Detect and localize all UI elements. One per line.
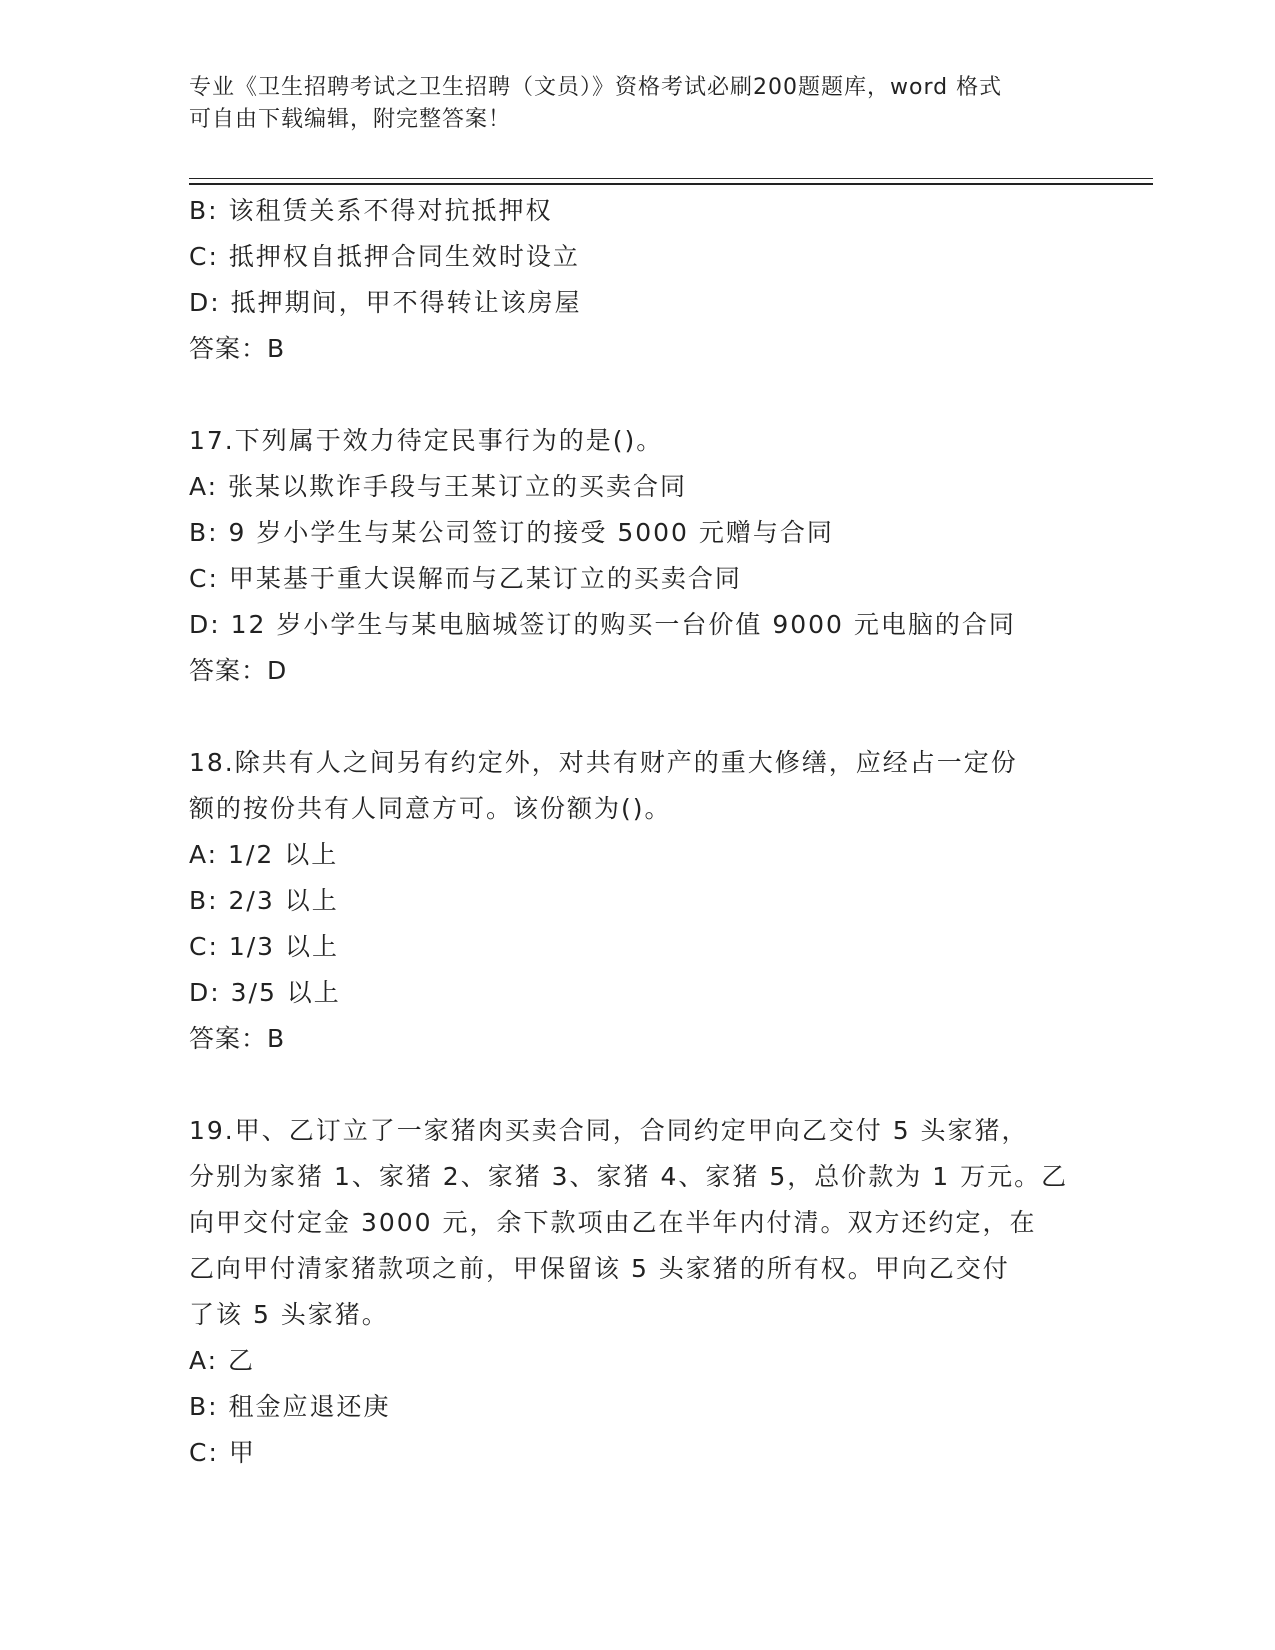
question-text-line-4: 乙向甲付清家猪款项之前，甲保留该 5 头家猪的所有权。甲向乙交付 — [189, 1254, 1010, 1283]
option-d: D: 抵押期间，甲不得转让该房屋 — [189, 288, 582, 317]
spacer — [189, 372, 1089, 418]
document-header — [189, 72, 1089, 136]
header-line-1: 专业《卫生招聘考试之卫生招聘（文员）》资格考试必刷200题题库，word 格式 — [189, 75, 1003, 100]
question-text-line-3: 向甲交付定金 3000 元，余下款项由乙在半年内付清。双方还约定，在 — [189, 1208, 1037, 1237]
option-a: A: 张某以欺诈手段与王某订立的买卖合同 — [189, 472, 688, 501]
option-b: B: 9 岁小学生与某公司签订的接受 5000 元赠与合同 — [189, 518, 834, 547]
question-text-line-2: 分别为家猪 1、家猪 2、家猪 3、家猪 4、家猪 5，总价款为 1 万元。乙 — [189, 1162, 1069, 1191]
option-c: C: 甲 — [189, 1438, 256, 1467]
question-text-line-2: 额的按份共有人同意方可。该份额为()。 — [189, 794, 672, 823]
option-b: B: 该租赁关系不得对抗抵押权 — [189, 196, 553, 225]
option-b: B: 2/3 以上 — [189, 886, 339, 915]
header-divider-thin — [189, 178, 1153, 179]
answer-label: 答案：B — [189, 334, 286, 363]
option-d: D: 3/5 以上 — [189, 978, 341, 1007]
question-block-17 — [189, 418, 1089, 694]
question-text-line-1: 19.甲、乙订立了一家猪肉买卖合同，合同约定甲向乙交付 5 头家猪， — [189, 1116, 1029, 1145]
answer-label: 答案：D — [189, 656, 288, 685]
question-block-18 — [189, 740, 1089, 1062]
header-line-2: 可自由下载编辑，附完整答案！ — [189, 107, 512, 132]
option-c: C: 1/3 以上 — [189, 932, 340, 961]
question-text-line-5: 了该 5 头家猪。 — [189, 1300, 389, 1329]
question-block-16 — [189, 188, 1089, 372]
option-c: C: 抵押权自抵押合同生效时设立 — [189, 242, 580, 271]
question-block-19 — [189, 1108, 1089, 1476]
question-text-line-1: 18.除共有人之间另有约定外，对共有财产的重大修缮，应经占一定份 — [189, 748, 1018, 777]
answer-label: 答案：B — [189, 1024, 286, 1053]
header-divider-thick — [189, 183, 1153, 185]
spacer — [189, 694, 1089, 740]
document-body — [189, 188, 1089, 1476]
option-a: A: 乙 — [189, 1346, 256, 1375]
question-text: 17.下列属于效力待定民事行为的是()。 — [189, 426, 664, 455]
option-b: B: 租金应退还庚 — [189, 1392, 391, 1421]
spacer — [189, 1062, 1089, 1108]
option-a: A: 1/2 以上 — [189, 840, 339, 869]
option-d: D: 12 岁小学生与某电脑城签订的购买一台价值 9000 元电脑的合同 — [189, 610, 1016, 639]
option-c: C: 甲某基于重大误解而与乙某订立的买卖合同 — [189, 564, 742, 593]
